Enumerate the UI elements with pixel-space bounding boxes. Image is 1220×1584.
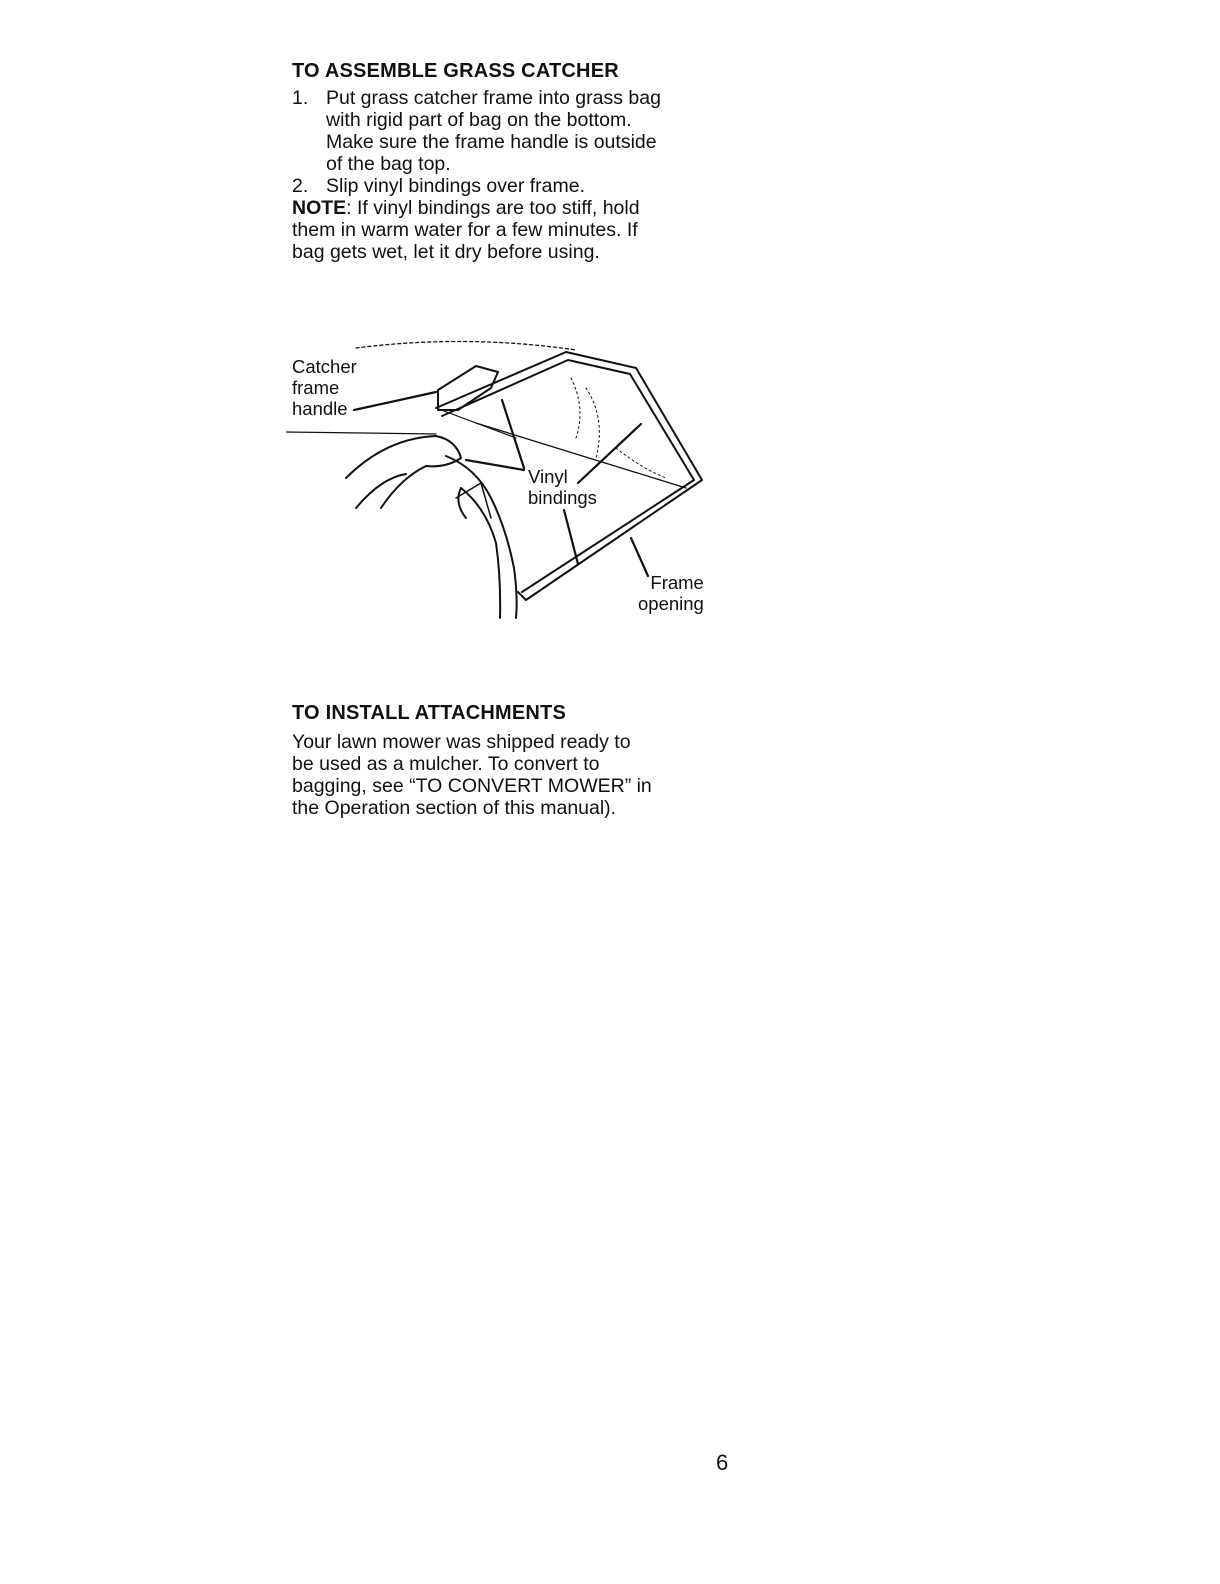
assemble-heading: TO ASSEMBLE GRASS CATCHER — [292, 60, 619, 82]
label-frame-opening: Frame opening — [638, 572, 704, 614]
install-heading: TO INSTALL ATTACHMENTS — [292, 702, 567, 724]
install-section — [292, 702, 732, 819]
install-paragraph: Your lawn mower was shipped ready to be used as a mulcher. To convert to bagging, see “TO CONVERT MOWER” in the Operation section of this manual). — [292, 731, 652, 819]
note: NOTE: If vinyl bindings are too stiff, hold them in warm water for a few minutes. If bag gets wet, let it dry before using. — [292, 197, 640, 263]
note-label: NOTE — [292, 197, 347, 219]
assemble-section — [292, 60, 732, 263]
step-2: 2. Slip vinyl bindings over frame. — [292, 175, 586, 197]
label-catcher-frame-handle: Catcher frame handle — [292, 356, 357, 419]
label-vinyl-bindings: Vinyl bindings — [528, 466, 597, 508]
step-1: 1. Put grass catcher frame into grass bag with rigid part of bag on the bottom. Make sure the frame handle is outside of the bag top. — [292, 87, 661, 175]
grass-catcher-illustration — [286, 328, 716, 624]
page-number: 6 — [716, 1450, 729, 1475]
